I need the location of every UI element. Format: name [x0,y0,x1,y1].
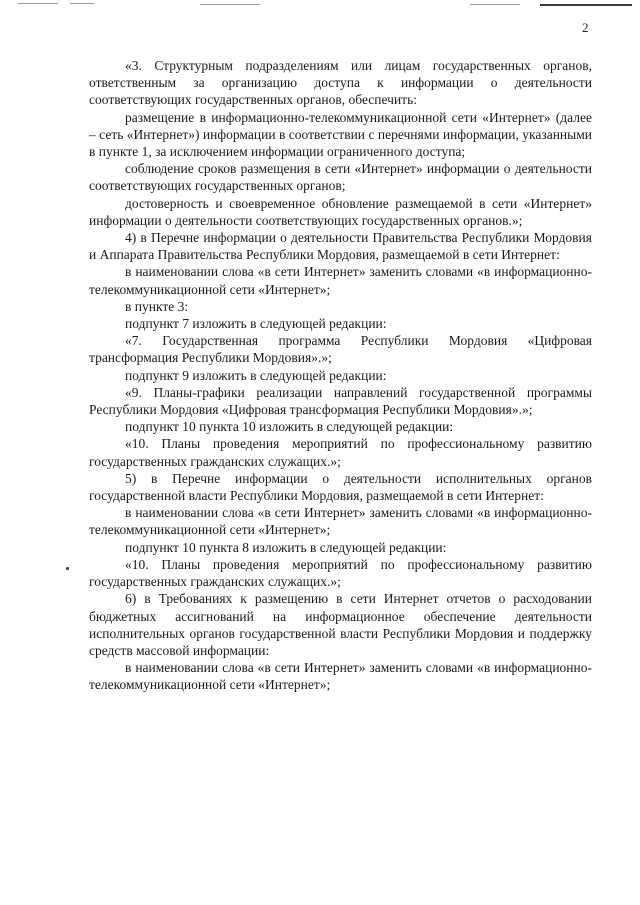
paragraph: достоверность и своевременное обновление размещаемой в сети «Интернет» информации о деятельности соответствующих государственных органов.»; [89,195,592,228]
paragraph: в пункте 3: [125,298,189,314]
paragraph: подпункт 9 изложить в следующей редакции: [125,367,387,383]
paragraph: «9. Планы-графики реализации направлений государственной программы Республики Мордовия «Цифровая трансформация Республики Мордовия».»; [89,384,592,418]
scan-artifact-top-edge [0,0,640,14]
paragraph: соблюдение сроков размещения в сети «Интернет» информации о деятельности соответствующих государственных органов; [89,161,592,194]
page-number: 2 [582,20,589,35]
paragraph: в наименовании слова «в сети Интернет» заменить словами «в информационно-телекоммуникационной сети «Интернет»; [89,264,592,297]
scan-speck [66,567,69,570]
paragraph: «3. Структурным подразделениям или лицам государственных органов, ответственным за организацию доступа к информации о деятельности соответствующих государственных органов, обеспечить: [89,58,592,108]
paragraph: «10. Планы проведения мероприятий по профессиональному развитию государственных гражданских служащих.»; [89,436,592,469]
paragraph: 6) в Требованиях к размещению в сети Интернет отчетов о расходовании бюджетных ассигнований на информационное обеспечение деятельности исполнительных органов государственной власти Республики Мордовия и поддержку средств массовой информации: [89,591,592,658]
document-body [89,57,592,694]
paragraph: в наименовании слова «в сети Интернет» заменить словами «в информационно-телекоммуникационной сети «Интернет»; [89,660,592,693]
paragraph: размещение в информационно-телекоммуникационной сети «Интернет» (далее – сеть «Интернет») информации в соответствии с перечнями информации, указанными в пункте 1, за исключением информации ограниченного доступа; [89,109,592,160]
paragraph: подпункт 10 пункта 8 изложить в следующей редакции: [125,539,447,555]
paragraph: в наименовании слова «в сети Интернет» заменить словами «в информационно-телекоммуникационной сети «Интернет»; [89,505,592,538]
paragraph: 5) в Перечне информации о деятельности исполнительных органов государственной власти Республики Мордовия, размещаемой в сети Интернет: [89,470,592,504]
paragraph: «7. Государственная программа Республики Мордовия «Цифровая трансформация Республики Мордовия».»; [89,333,592,366]
paragraph: подпункт 10 пункта 10 изложить в следующей редакции: [125,419,454,435]
paragraph: «10. Планы проведения мероприятий по профессиональному развитию государственных гражданских служащих.»; [89,556,592,590]
paragraph: 4) в Перечне информации о деятельности Правительства Республики Мордовия и Аппарата Правительства Республики Мордовия, размещаемой в сети Интернет: [89,230,592,263]
paragraph: подпункт 7 изложить в следующей редакции: [125,316,387,332]
